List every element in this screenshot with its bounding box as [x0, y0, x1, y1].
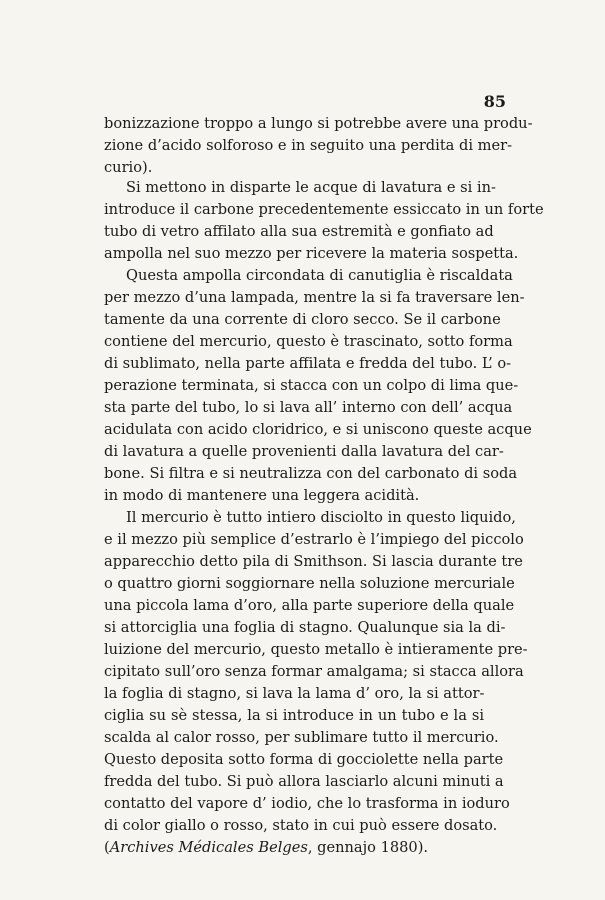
citation-source: Archives Médicales Belges — [109, 839, 308, 856]
text-line: perazione terminata, si stacca con un colpo di lima que- — [104, 377, 519, 394]
text-line: tamente da una corrente di cloro secco. Se il carbone — [104, 311, 501, 328]
citation-rest: , gennajo 1880). — [307, 839, 429, 856]
text-line: di sublimato, nella parte affilata e fredda del tubo. L’ o- — [104, 355, 512, 372]
text-line: per mezzo d’una lampada, mentre la si fa traversare len- — [104, 289, 525, 306]
text-line: e il mezzo più semplice d’estrarlo è l’impiego del piccolo — [104, 531, 524, 548]
paragraph-start-line: Il mercurio è tutto intiero disciolto in questo liquido, — [126, 509, 516, 526]
text-line: luizione del mercurio, questo metallo è intieramente pre- — [104, 641, 528, 658]
text-line: contatto del vapore d’ iodio, che lo trasforma in ioduro — [104, 795, 510, 812]
text-line: tubo di vetro affilato alla sua estremità e gonfiato ad — [104, 223, 494, 240]
text-line: in modo di mantenere una leggera acidità. — [104, 487, 420, 504]
text-line: di lavatura a quelle provenienti dalla lavatura del car- — [104, 443, 504, 460]
text-line: scalda al calor rosso, per sublimare tutto il mercurio. — [104, 729, 499, 746]
text-line: cipitato sull’oro senza formar amalgama; si stacca allora — [104, 663, 524, 680]
text-line: sta parte del tubo, lo si lava all’ interno con dell’ acqua — [104, 399, 513, 416]
text-line: di color giallo o rosso, stato in cui può essere dosato. — [104, 817, 498, 834]
text-line: la foglia di stagno, si lava la lama d’ oro, la si attor- — [104, 685, 485, 702]
citation-line — [104, 837, 484, 859]
paragraph-start-line: Si mettono in disparte le acque di lavatura e si in- — [126, 179, 496, 196]
text-line: una piccola lama d’oro, alla parte superiore della quale — [104, 597, 515, 614]
text-line: Questo deposita sotto forma di gocciolette nella parte — [104, 751, 504, 768]
text-line: ciglia su sè stessa, la si introduce in un tubo e la si — [104, 707, 484, 724]
text-line: acidulata con acido cloridrico, e si uniscono queste acque — [104, 421, 532, 438]
paragraph-start-line: Questa ampolla circondata di canutiglia è riscaldata — [126, 267, 513, 284]
text-line: si attorciglia una foglia di stagno. Qualunque sia la di- — [104, 619, 506, 636]
text-line: contiene del mercurio, questo è trascinato, sotto forma — [104, 333, 513, 350]
text-line: ampolla nel suo mezzo per ricevere la materia sospetta. — [104, 245, 519, 262]
text-line: bonizzazione troppo a lungo si potrebbe avere una produ- — [104, 115, 533, 132]
text-line: o quattro giorni soggiornare nella soluzione mercuriale — [104, 575, 515, 592]
text-line: introduce il carbone precedentemente essiccato in un forte — [104, 201, 544, 218]
text-line: bone. Si filtra e si neutralizza con del carbonato di soda — [104, 465, 518, 482]
page-number: 85 — [483, 92, 506, 111]
text-line: curio). — [104, 159, 153, 176]
text-line: zione d’acido solforoso e in seguito una perdita di mer- — [104, 137, 513, 154]
citation-open: ( — [104, 839, 110, 856]
text-line: fredda del tubo. Si può allora lasciarlo alcuni minuti a — [104, 773, 504, 790]
text-line: apparecchio detto pila di Smithson. Si lascia durante tre — [104, 553, 523, 570]
